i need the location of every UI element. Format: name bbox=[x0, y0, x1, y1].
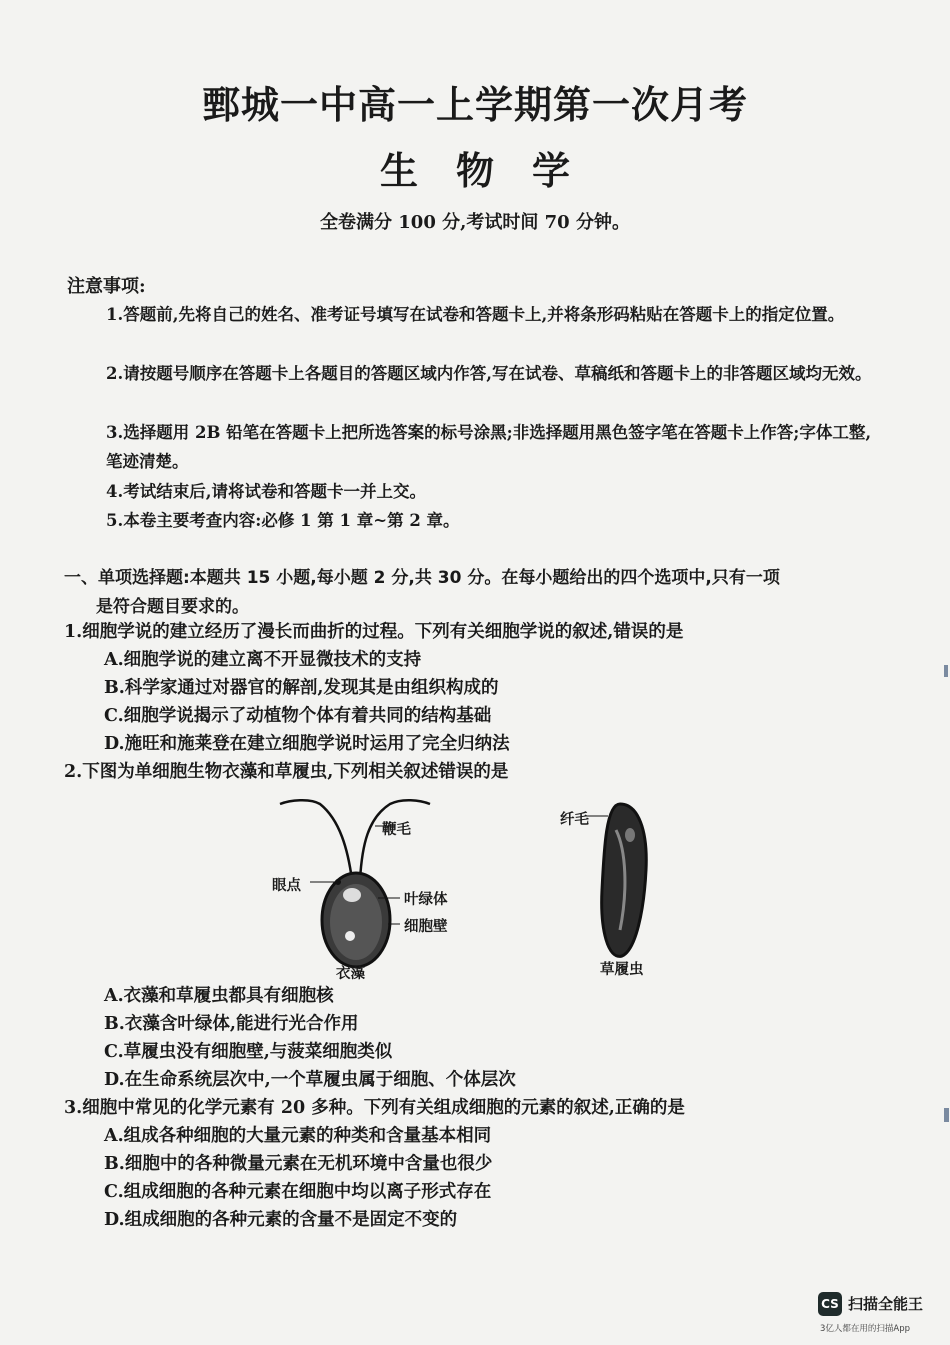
section-heading-line2: 是符合题目要求的。 bbox=[96, 597, 249, 617]
nucleus-icon bbox=[343, 888, 361, 902]
note-item: 5.本卷主要考查内容:必修 1 第 1 章~第 2 章。 bbox=[106, 511, 460, 530]
note-item: 4.考试结束后,请将试卷和答题卡一并上交。 bbox=[106, 482, 426, 501]
paramecium-label: 草履虫 bbox=[600, 962, 644, 978]
exam-title: 鄄城一中高一上学期第一次月考 bbox=[201, 82, 748, 127]
chloroplast-label: 叶绿体 bbox=[404, 892, 448, 908]
section-heading bbox=[64, 564, 879, 622]
question-2-stem: 2.下图为单细胞生物衣藻和草履虫,下列相关叙述错误的是 bbox=[64, 762, 509, 782]
vacuole-icon bbox=[625, 828, 635, 842]
camscanner-logo-icon: CS bbox=[818, 1292, 842, 1316]
pyrenoid-icon bbox=[345, 931, 355, 941]
scan-edge-mark bbox=[944, 1108, 949, 1122]
question-2-option-c: C.草履虫没有细胞壁,与菠菜细胞类似 bbox=[104, 1042, 393, 1062]
flagellum-left-icon bbox=[280, 800, 352, 880]
question-1-option-b: B.科学家通过对器官的解剖,发现其是由组织构成的 bbox=[104, 678, 499, 698]
note-item: 3.选择题用 2B 铅笔在答题卡上把所选答案的标号涂黑;非选择题用黑色签字笔在答题卡上作答;字体工整,笔迹清楚。 bbox=[106, 423, 872, 471]
camscanner-name: 扫描全能王 bbox=[848, 1295, 924, 1313]
flagellum-right-icon bbox=[360, 800, 430, 880]
question-2-option-a: A.衣藻和草履虫都具有细胞核 bbox=[104, 986, 334, 1006]
question-3-option-b: B.细胞中的各种微量元素在无机环境中含量也很少 bbox=[104, 1154, 493, 1174]
question-2-option-b: B.衣藻含叶绿体,能进行光合作用 bbox=[104, 1014, 359, 1034]
cilia-label: 纤毛 bbox=[560, 812, 589, 828]
cell-figure bbox=[250, 790, 700, 980]
question-3-option-c: C.组成细胞的各种元素在细胞中均以离子形式存在 bbox=[104, 1182, 492, 1202]
chlamydomonas-label: 衣藻 bbox=[336, 966, 365, 982]
section-heading-line1: 一、单项选择题:本题共 15 小题,每小题 2 分,共 30 分。在每小题给出的四个选项中,只有一项 bbox=[64, 568, 780, 588]
cell-wall-label: 细胞壁 bbox=[404, 919, 448, 935]
question-2-option-d: D.在生命系统层次中,一个草履虫属于细胞、个体层次 bbox=[104, 1070, 516, 1090]
question-3-stem: 3.细胞中常见的化学元素有 20 多种。下列有关组成细胞的元素的叙述,正确的是 bbox=[64, 1098, 685, 1118]
eyespot-label: 眼点 bbox=[272, 878, 301, 894]
cell-illustration bbox=[250, 790, 700, 980]
question-3-option-d: D.组成细胞的各种元素的含量不是固定不变的 bbox=[104, 1210, 458, 1230]
exam-info: 全卷满分 100 分,考试时间 70 分钟。 bbox=[320, 212, 630, 233]
question-1-option-c: C.细胞学说揭示了动植物个体有着共同的结构基础 bbox=[104, 706, 492, 726]
question-1-option-a: A.细胞学说的建立离不开显微技术的支持 bbox=[104, 650, 422, 670]
notes-heading: 注意事项: bbox=[67, 276, 146, 297]
question-3-option-a: A.组成各种细胞的大量元素的种类和含量基本相同 bbox=[104, 1126, 492, 1146]
question-1-stem: 1.细胞学说的建立经历了漫长而曲折的过程。下列有关细胞学说的叙述,错误的是 bbox=[64, 622, 684, 642]
camscanner-slogan: 3亿人都在用的扫描App bbox=[820, 1324, 911, 1334]
note-item: 2.请按题号顺序在答题卡上各题目的答题区域内作答,写在试卷、草稿纸和答题卡上的非答题区域均无效。 bbox=[106, 364, 872, 383]
note-item: 1.答题前,先将自己的姓名、准考证号填写在试卷和答题卡上,并将条形码粘贴在答题卡上的指定位置。 bbox=[106, 305, 845, 324]
scan-edge-mark bbox=[944, 665, 948, 677]
subject-title: 生物学 bbox=[379, 148, 608, 193]
flagellum-label: 鞭毛 bbox=[382, 822, 411, 838]
question-1-option-d: D.施旺和施莱登在建立细胞学说时运用了完全归纳法 bbox=[104, 734, 510, 754]
